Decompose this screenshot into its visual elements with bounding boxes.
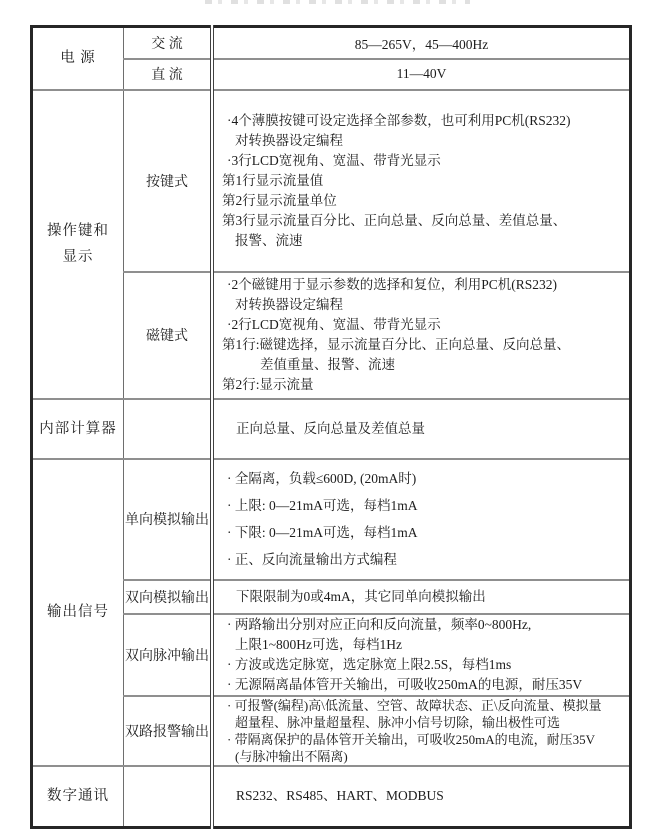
- category-label: 内部计算器: [39, 420, 117, 437]
- spec-cell-digital-comm: [212, 766, 631, 828]
- subcategory-cell-dual-alarm: 双路报警输出: [124, 696, 213, 766]
- category-label: 输出信号: [47, 604, 109, 620]
- table-row: [32, 459, 631, 580]
- table-row: [32, 90, 631, 272]
- spec-line: · 无源隔离晶体管开关输出，可吸收250mA的电源，耐压35V: [227, 676, 583, 692]
- category-label: 显示: [62, 249, 94, 265]
- spec-line: 上限1~800Hz可选，每档1Hz: [235, 636, 403, 652]
- spec-line: 超量程、脉冲量超量程、脉冲小信号切除，输出极性可选: [235, 714, 561, 730]
- spec-table: [30, 25, 632, 829]
- category-label: 电 源: [60, 50, 96, 67]
- subcategory-cell-empty: [124, 399, 213, 459]
- spec-line: 正向总量、反向总量及差值总量: [236, 420, 425, 436]
- spec-line: · 方波或选定脉宽，选定脉宽上限2.5S，每档1ms: [227, 656, 512, 672]
- category-label: 操作键和: [47, 223, 109, 239]
- category-cell-internal-calculator: [32, 399, 124, 459]
- subcategory-cell-button-type: 按键式: [124, 90, 213, 272]
- spec-line: ·3行LCD宽视角、宽温、带背光显示: [227, 152, 441, 168]
- spec-line: 第1行显示流量值: [222, 172, 324, 188]
- spec-line: 报警、流速: [235, 232, 303, 248]
- spec-line: · 两路输出分别对应正向和反向流量，频率0~800Hz,: [227, 616, 532, 632]
- spec-cell-unidir-analog: [212, 459, 631, 580]
- spec-line: RS232、RS485、HART、MODBUS: [236, 788, 444, 804]
- spec-line: ·2个磁键用于显示参数的选择和复位，利用PC机(RS232): [227, 277, 558, 292]
- spec-line: · 带隔离保护的晶体管开关输出，可吸收250mA的电流，耐压35V: [227, 731, 595, 747]
- category-label: 数字通讯: [47, 788, 109, 805]
- category-cell-output-signals: [32, 459, 124, 766]
- spec-line: · 上限: 0—21mA可选，每档1mA: [227, 498, 418, 513]
- category-cell-power: [32, 27, 124, 90]
- subcategory-cell-bidir-analog: 双向模拟输出: [124, 580, 213, 614]
- spec-cell-button-type: [212, 90, 631, 272]
- spec-cell-dc-value: 11—40V: [212, 59, 631, 90]
- spec-line: 差值重量、报警、流速: [260, 357, 395, 372]
- spec-cell-bidir-analog: [212, 580, 631, 614]
- spec-line: 第3行显示流量百分比、正向总量、反向总量、差值总量、: [222, 212, 567, 228]
- subcategory-cell-bidir-pulse: 双向脉冲输出: [124, 614, 213, 696]
- subcategory-cell-ac: 交 流: [124, 27, 213, 59]
- spec-line: 第1行:磁键选择，显示流量百分比、正向总量、反向总量、: [222, 337, 570, 352]
- spec-cell-dual-alarm: [212, 696, 631, 766]
- spec-line: ·4个薄膜按键可设定选择全部参数，也可利用PC机(RS232): [227, 112, 571, 128]
- spec-line: · 全隔离，负载≤600D, (20mA时): [227, 471, 417, 486]
- spec-line: 对转换器设定编程: [235, 132, 343, 148]
- cropped-page-title-remnant: [205, 0, 470, 4]
- spec-line: 对转换器设定编程: [235, 297, 343, 312]
- subcategory-cell-unidir-analog: 单向模拟输出: [124, 459, 213, 580]
- subcategory-cell-magnetic-key: 磁键式: [124, 272, 213, 399]
- category-cell-keys-display: [32, 90, 124, 399]
- spec-line: 下限限制为0或4mA，其它同单向模拟输出: [236, 588, 486, 604]
- table-row: [32, 399, 631, 459]
- spec-cell-internal-calculator: [212, 399, 631, 459]
- spec-line: · 下限: 0—21mA可选，每档1mA: [227, 525, 418, 540]
- spec-line: (与脉冲输出不隔离): [235, 748, 348, 764]
- spec-line: · 可报警(编程)高\低流量、空管、故障状态、正\反向流量、模拟量: [227, 697, 602, 713]
- subcategory-cell-empty: [124, 766, 213, 828]
- subcategory-cell-dc: 直 流: [124, 59, 213, 90]
- table-row: [32, 766, 631, 828]
- spec-line: 第2行显示流量单位: [222, 192, 337, 208]
- spec-line: · 正、反向流量输出方式编程: [227, 552, 397, 567]
- category-cell-digital-comm: [32, 766, 124, 828]
- spec-line: ·2行LCD宽视角、宽温、带背光显示: [227, 317, 441, 332]
- spec-cell-ac-value: 85—265V，45—400Hz: [212, 27, 631, 59]
- spec-cell-magnetic-key: [212, 272, 631, 399]
- spec-line: 第2行:显示流量: [222, 377, 314, 392]
- table-row: [32, 27, 631, 59]
- spec-cell-bidir-pulse: [212, 614, 631, 696]
